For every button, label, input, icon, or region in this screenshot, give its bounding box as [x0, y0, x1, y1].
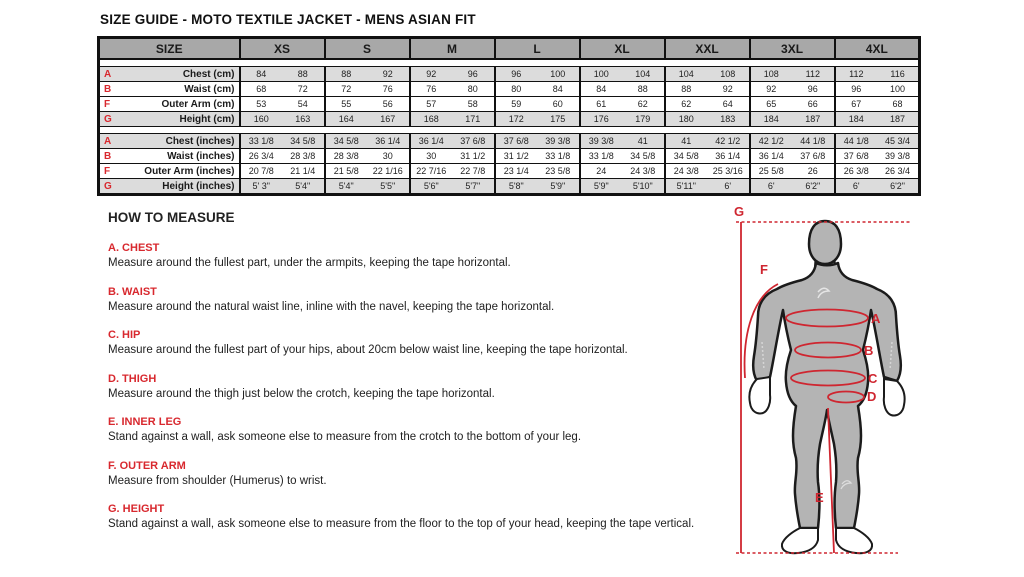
label-height: G [734, 204, 745, 219]
size-value-cell: 34 5/8 [622, 149, 665, 164]
size-value-cell: 22 7/8 [452, 164, 495, 179]
size-value-cell: 21 5/8 [325, 164, 368, 179]
size-value-cell: 60 [537, 97, 580, 112]
size-value-cell: 33 1/8 [240, 134, 283, 149]
size-value-cell: 92 [367, 67, 410, 82]
size-value-cell: 84 [537, 82, 580, 97]
row-letter: A [104, 135, 112, 147]
measurement-diagram [728, 192, 938, 572]
label-thigh: D [867, 389, 877, 404]
size-value-cell: 37 6/8 [792, 149, 835, 164]
size-value-cell: 53 [240, 97, 283, 112]
size-value-cell: 21 1/4 [282, 164, 325, 179]
size-value-cell: 37 6/8 [452, 134, 495, 149]
size-value-cell: 108 [750, 67, 793, 82]
size-value-cell: 41 [665, 134, 708, 149]
measure-section-title: F. OUTER ARM [108, 459, 186, 472]
row-letter: G [104, 113, 112, 125]
label-hip: C [868, 371, 878, 386]
how-to-measure-heading: HOW TO MEASURE [108, 210, 235, 225]
size-header-size: SIZE [99, 38, 240, 60]
size-value-cell: 66 [792, 97, 835, 112]
figure-head [809, 221, 841, 264]
table-row [99, 82, 920, 97]
size-value-cell: 56 [367, 97, 410, 112]
size-header-xl: XL [580, 38, 665, 60]
size-header-xs: XS [240, 38, 325, 60]
size-value-cell: 104 [622, 67, 665, 82]
size-value-cell: 59 [495, 97, 538, 112]
measure-section [108, 460, 753, 488]
row-letter: F [104, 98, 111, 110]
table-row [99, 97, 920, 112]
size-value-cell: 172 [495, 112, 538, 127]
row-measure-name: Waist (inches) [167, 150, 235, 162]
size-value-cell: 96 [495, 67, 538, 82]
row-letter: A [104, 68, 112, 80]
size-value-cell: 100 [877, 82, 920, 97]
size-value-cell: 88 [325, 67, 368, 82]
row-measure-name: Chest (inches) [165, 135, 235, 147]
size-value-cell: 22 1/16 [367, 164, 410, 179]
size-value-cell: 24 [580, 164, 623, 179]
size-value-cell: 184 [750, 112, 793, 127]
size-value-cell: 184 [835, 112, 878, 127]
size-value-cell: 5'4" [325, 179, 368, 195]
measure-section [108, 373, 753, 401]
measure-section-title: C. HIP [108, 329, 141, 341]
table-spacer [99, 59, 920, 67]
size-value-cell: 104 [665, 67, 708, 82]
size-value-cell: 6' [835, 179, 878, 195]
size-value-cell: 80 [495, 82, 538, 97]
size-value-cell: 92 [750, 82, 793, 97]
size-value-cell: 23 1/4 [495, 164, 538, 179]
measure-section [108, 503, 753, 531]
size-value-cell: 37 6/8 [495, 134, 538, 149]
size-value-cell: 180 [665, 112, 708, 127]
measure-section [108, 286, 753, 314]
row-label [99, 164, 240, 179]
size-value-cell: 179 [622, 112, 665, 127]
size-header-3xl: 3XL [750, 38, 835, 60]
label-inner-leg: E [815, 490, 824, 505]
row-letter: B [104, 150, 112, 162]
size-value-cell: 100 [580, 67, 623, 82]
size-value-cell: 67 [835, 97, 878, 112]
size-value-cell: 168 [410, 112, 453, 127]
size-value-cell: 164 [325, 112, 368, 127]
size-value-cell: 187 [877, 112, 920, 127]
size-value-cell: 5'6" [410, 179, 453, 195]
size-value-cell: 42 1/2 [707, 134, 750, 149]
size-value-cell: 34 5/8 [282, 134, 325, 149]
size-value-cell: 26 [792, 164, 835, 179]
size-value-cell: 26 3/4 [877, 164, 920, 179]
size-value-cell: 36 1/4 [750, 149, 793, 164]
size-value-cell: 33 1/8 [580, 149, 623, 164]
size-value-cell: 30 [367, 149, 410, 164]
size-value-cell: 5'9" [580, 179, 623, 195]
size-value-cell: 31 1/2 [452, 149, 495, 164]
row-label [99, 179, 240, 195]
size-value-cell: 96 [792, 82, 835, 97]
size-value-cell: 28 3/8 [282, 149, 325, 164]
table-row [99, 112, 920, 127]
size-value-cell: 116 [877, 67, 920, 82]
label-outer-arm: F [760, 262, 768, 277]
size-value-cell: 6' [750, 179, 793, 195]
size-value-cell: 61 [580, 97, 623, 112]
size-value-cell: 92 [707, 82, 750, 97]
size-value-cell: 6' [707, 179, 750, 195]
size-value-cell: 36 1/4 [410, 134, 453, 149]
page-title: SIZE GUIDE - MOTO TEXTILE JACKET - MENS ASIAN FIT [100, 12, 476, 27]
size-value-cell: 33 1/8 [537, 149, 580, 164]
size-value-cell: 5'10" [622, 179, 665, 195]
size-value-cell: 163 [282, 112, 325, 127]
size-value-cell: 68 [240, 82, 283, 97]
size-value-cell: 24 3/8 [622, 164, 665, 179]
size-value-cell: 45 3/4 [877, 134, 920, 149]
measure-section-text: Measure around the thigh just below the crotch, keeping the tape horizontal. [108, 387, 495, 400]
size-value-cell: 76 [410, 82, 453, 97]
size-value-cell: 5'8" [495, 179, 538, 195]
row-measure-name: Outer Arm (inches) [144, 165, 235, 177]
size-value-cell: 96 [452, 67, 495, 82]
size-value-cell: 26 3/8 [835, 164, 878, 179]
table-row [99, 164, 920, 179]
size-value-cell: 20 7/8 [240, 164, 283, 179]
size-value-cell: 112 [835, 67, 878, 82]
size-value-cell: 100 [537, 67, 580, 82]
size-value-cell: 34 5/8 [665, 149, 708, 164]
row-label [99, 97, 240, 112]
size-value-cell: 64 [707, 97, 750, 112]
size-value-cell: 23 5/8 [537, 164, 580, 179]
size-header-4xl: 4XL [835, 38, 920, 60]
size-value-cell: 5'11" [665, 179, 708, 195]
figure-foot-left [782, 528, 818, 553]
row-letter: F [104, 165, 111, 177]
size-value-cell: 44 1/8 [792, 134, 835, 149]
size-value-cell: 84 [240, 67, 283, 82]
row-letter: G [104, 180, 112, 192]
size-value-cell: 72 [282, 82, 325, 97]
row-measure-name: Chest (cm) [182, 68, 235, 80]
row-measure-name: Waist (cm) [184, 83, 235, 95]
size-value-cell: 58 [452, 97, 495, 112]
size-value-cell: 44 1/8 [835, 134, 878, 149]
measure-section-title: E. INNER LEG [108, 416, 182, 428]
table-spacer-row [99, 59, 920, 67]
table-spacer-row [99, 127, 920, 134]
size-value-cell: 167 [367, 112, 410, 127]
size-value-cell: 5'5" [367, 179, 410, 195]
figure-foot-right [836, 528, 872, 553]
measure-section [108, 242, 753, 270]
size-value-cell: 39 3/8 [537, 134, 580, 149]
body-figure-svg [728, 192, 938, 572]
measure-section-text: Measure around the natural waist line, inline with the navel, keeping the tape horizontal. [108, 300, 555, 313]
size-value-cell: 72 [325, 82, 368, 97]
size-value-cell: 80 [452, 82, 495, 97]
size-value-cell: 175 [537, 112, 580, 127]
table-row [99, 134, 920, 149]
size-value-cell: 160 [240, 112, 283, 127]
size-value-cell: 22 7/16 [410, 164, 453, 179]
label-waist: B [864, 343, 874, 358]
measure-sections [108, 242, 753, 531]
size-value-cell: 24 3/8 [665, 164, 708, 179]
measure-section-title: G. HEIGHT [108, 503, 165, 515]
row-measure-name: Height (inches) [162, 180, 235, 192]
row-measure-name: Outer Arm (cm) [161, 98, 235, 110]
size-value-cell: 171 [452, 112, 495, 127]
size-value-cell: 84 [580, 82, 623, 97]
size-header-l: L [495, 38, 580, 60]
size-value-cell: 6'2" [792, 179, 835, 195]
label-chest: A [871, 311, 881, 326]
size-value-cell: 25 3/16 [707, 164, 750, 179]
size-header-m: M [410, 38, 495, 60]
table-row [99, 67, 920, 82]
size-table [97, 36, 921, 196]
size-value-cell: 112 [792, 67, 835, 82]
size-value-cell: 108 [707, 67, 750, 82]
size-value-cell: 36 1/4 [707, 149, 750, 164]
size-value-cell: 88 [665, 82, 708, 97]
size-value-cell: 62 [622, 97, 665, 112]
size-value-cell: 25 5/8 [750, 164, 793, 179]
size-table-header-row [99, 38, 920, 60]
size-value-cell: 88 [622, 82, 665, 97]
measure-section [108, 416, 753, 444]
measure-section-text: Stand against a wall, ask someone else to measure from the floor to the top of your head, keeping the tape vertical. [108, 518, 695, 530]
row-label [99, 149, 240, 164]
size-value-cell: 68 [877, 97, 920, 112]
figure-hand-right [884, 379, 905, 416]
size-value-cell: 92 [410, 67, 453, 82]
size-value-cell: 76 [367, 82, 410, 97]
measure-section-title: A. CHEST [108, 242, 160, 254]
size-value-cell: 28 3/8 [325, 149, 368, 164]
size-header-xxl: XXL [665, 38, 750, 60]
measure-section [108, 329, 753, 357]
size-value-cell: 41 [622, 134, 665, 149]
measure-section-text: Measure from shoulder (Humerus) to wrist. [108, 474, 327, 487]
size-value-cell: 6'2" [877, 179, 920, 195]
size-value-cell: 5' 3" [240, 179, 283, 195]
row-label [99, 67, 240, 82]
row-label [99, 82, 240, 97]
size-value-cell: 62 [665, 97, 708, 112]
size-value-cell: 5'7" [452, 179, 495, 195]
figure-body [753, 263, 901, 528]
table-spacer [99, 127, 920, 134]
size-value-cell: 30 [410, 149, 453, 164]
row-label [99, 112, 240, 127]
size-value-cell: 55 [325, 97, 368, 112]
figure-hand-left [749, 377, 770, 414]
measure-section-text: Stand against a wall, ask someone else to measure from the crotch to the bottom of your leg. [108, 431, 582, 443]
size-value-cell: 176 [580, 112, 623, 127]
size-value-cell: 37 6/8 [835, 149, 878, 164]
size-value-cell: 39 3/8 [877, 149, 920, 164]
table-row [99, 149, 920, 164]
size-value-cell: 54 [282, 97, 325, 112]
size-value-cell: 96 [835, 82, 878, 97]
row-label [99, 134, 240, 149]
size-header-s: S [325, 38, 410, 60]
size-value-cell: 65 [750, 97, 793, 112]
size-value-cell: 183 [707, 112, 750, 127]
measure-section-title: D. THIGH [108, 372, 157, 385]
size-value-cell: 39 3/8 [580, 134, 623, 149]
size-value-cell: 187 [792, 112, 835, 127]
row-letter: B [104, 83, 112, 95]
how-to-measure-section [108, 210, 753, 547]
size-value-cell: 42 1/2 [750, 134, 793, 149]
row-measure-name: Height (cm) [179, 113, 235, 125]
size-value-cell: 57 [410, 97, 453, 112]
size-value-cell: 5'9" [537, 179, 580, 195]
size-value-cell: 36 1/4 [367, 134, 410, 149]
size-value-cell: 26 3/4 [240, 149, 283, 164]
measure-section-text: Measure around the fullest part, under the armpits, keeping the tape horizontal. [108, 257, 511, 269]
size-value-cell: 88 [282, 67, 325, 82]
measure-section-title: B. WAIST [108, 285, 157, 298]
size-value-cell: 5'4" [282, 179, 325, 195]
measure-section-text: Measure around the fullest part of your hips, about 20cm below waist line, keeping the tape horizontal. [108, 344, 628, 356]
size-value-cell: 34 5/8 [325, 134, 368, 149]
size-value-cell: 31 1/2 [495, 149, 538, 164]
